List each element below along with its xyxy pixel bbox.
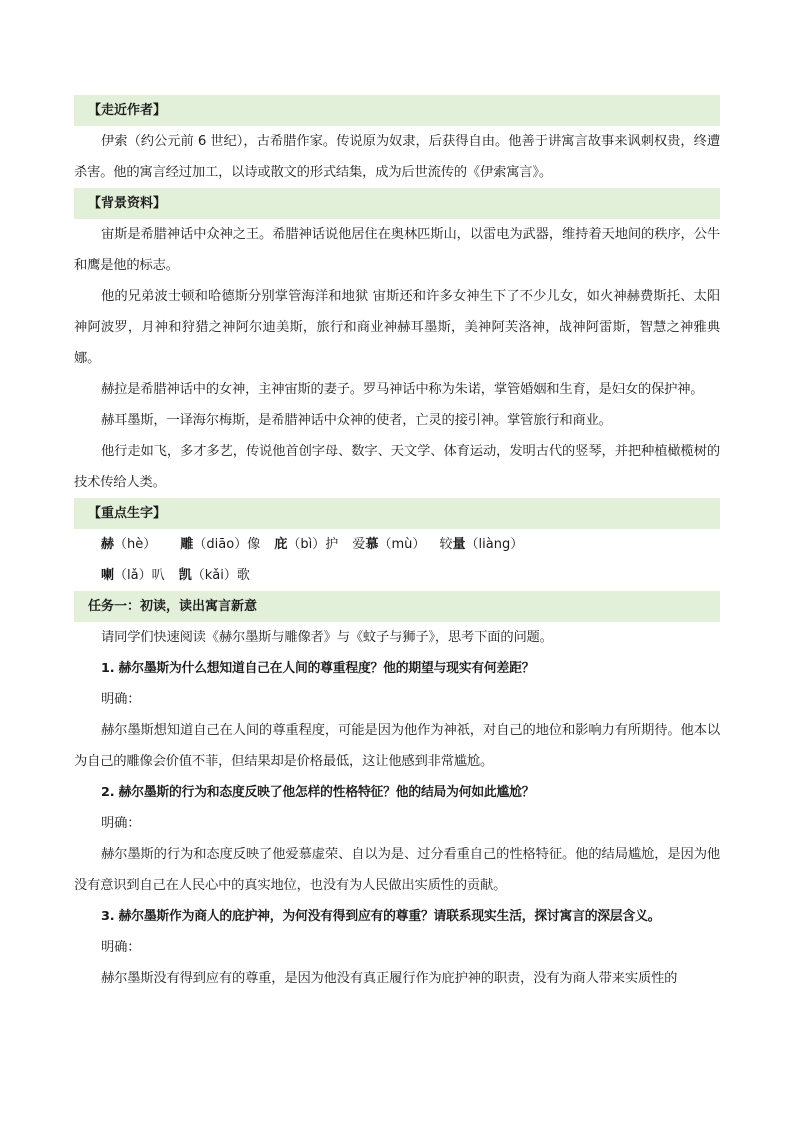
- document-page: [74, 95, 720, 994]
- char-diao: 雕: [180, 537, 194, 552]
- pinyin-liang: （liàng）: [465, 537, 524, 552]
- char-la: 喇: [101, 568, 115, 583]
- section-heading-background: 【背景资料】: [74, 188, 720, 219]
- author-paragraph: 伊索（约公元前 6 世纪），古希腊作家。传说原为奴隶，后获得自由。他善于讲寓言故事来讽刺权贵，终遭杀害。他的寓言经过加工，以诗或散文的形式结集，成为后世流传的《伊索寓言》。: [74, 134, 720, 180]
- background-paragraph-1: 宙斯是希腊神话中众神之王。希腊神话说他居住在奥林匹斯山，以雷电为武器，维持着天地间的秩序，公牛和鹰是他的标志。: [74, 227, 720, 273]
- answer-2: 赫尔墨斯的行为和态度反映了他爱慕虚荣、自以为是、过分看重自己的性格特征。他的结局尴尬，是因为他没有意识到自己在人民心中的真实地位，也没有为人民做出实质性的贡献。: [74, 847, 720, 893]
- pinyin-la: （lǎ）: [114, 568, 152, 583]
- char-jiao: 较: [439, 537, 453, 552]
- task1-heading: 任务一：初读，读出寓言新意: [74, 591, 720, 622]
- char-mu: 慕: [365, 537, 379, 552]
- char-kai: 凯: [178, 568, 192, 583]
- pinyin-mu: （mù）: [378, 537, 426, 552]
- answer-label-3: 明确：: [101, 940, 141, 955]
- char-ba: 叭: [151, 568, 165, 583]
- section-heading-characters: 【重点生字】: [74, 498, 720, 529]
- answer-1: 赫尔墨斯想知道自己在人间的尊重程度，可能是因为他作为神祇，对自己的地位和影响力有所期待。他本以为自己的雕像会价值不菲，但结果却是价格最低，这让他感到非常尴尬。: [74, 723, 720, 769]
- question-2: 2. 赫尔墨斯的行为和态度反映了他怎样的性格特征？他的结局为何如此尴尬？: [101, 785, 535, 800]
- pinyin-bi: （bì）: [287, 537, 326, 552]
- pinyin-diao: （diāo）: [193, 537, 248, 552]
- background-paragraph-4: 赫耳墨斯，一译海尔梅斯，是希腊神话中众神的使者，亡灵的接引神。掌管旅行和商业。: [101, 413, 612, 428]
- section-heading-author: 【走近作者】: [74, 95, 720, 126]
- characters-line-1: [74, 529, 720, 560]
- background-paragraph-5: 他行走如飞，多才多艺，传说他首创字母、数字、天文学、体育运动，发明古代的竖琴，并把种植橄榄树的技术传给人类。: [74, 444, 720, 490]
- task1-intro: 请同学们快速阅读《赫尔墨斯与雕像者》与《蚊子与狮子》，思考下面的问题。: [101, 630, 553, 645]
- question-3: 3. 赫尔墨斯作为商人的庇护神，为何没有得到应有的尊重？请联系现实生活，探讨寓言的深层含义。: [101, 909, 661, 924]
- question-1: 1. 赫尔墨斯为什么想知道自己在人间的尊重程度？他的期望与现实有何差距？: [101, 661, 535, 676]
- background-paragraph-3: 赫拉是希腊神话中的女神，主神宙斯的妻子。罗马神话中称为朱诺，掌管婚姻和生育，是妇女的保护神。: [101, 382, 704, 397]
- char-hu: 护: [325, 537, 339, 552]
- char-xiang: 像: [247, 537, 261, 552]
- char-ge: 歌: [236, 568, 250, 583]
- pinyin-he: （hè）: [114, 537, 157, 552]
- pinyin-kai: （kǎi）: [191, 568, 237, 583]
- char-bi: 庇: [274, 537, 288, 552]
- answer-label-2: 明确：: [101, 816, 141, 831]
- answer-label-1: 明确：: [101, 692, 141, 707]
- char-he: 赫: [101, 537, 115, 552]
- char-liang: 量: [452, 537, 466, 552]
- characters-line-2: [74, 560, 720, 591]
- background-paragraph-2: 他的兄弟波士顿和哈德斯分别掌管海洋和地狱 宙斯还和许多女神生下了不少儿女，如火神赫费斯托、太阳神阿波罗，月神和狩猎之神阿尔迪美斯，旅行和商业神赫耳墨斯，美神阿芙洛神，战神阿雷斯，智慧之神雅典娜。: [74, 289, 720, 366]
- char-ai: 爱: [352, 537, 366, 552]
- answer-3: 赫尔墨斯没有得到应有的尊重，是因为他没有真正履行作为庇护神的职责，没有为商人带来实质性的: [101, 971, 678, 986]
